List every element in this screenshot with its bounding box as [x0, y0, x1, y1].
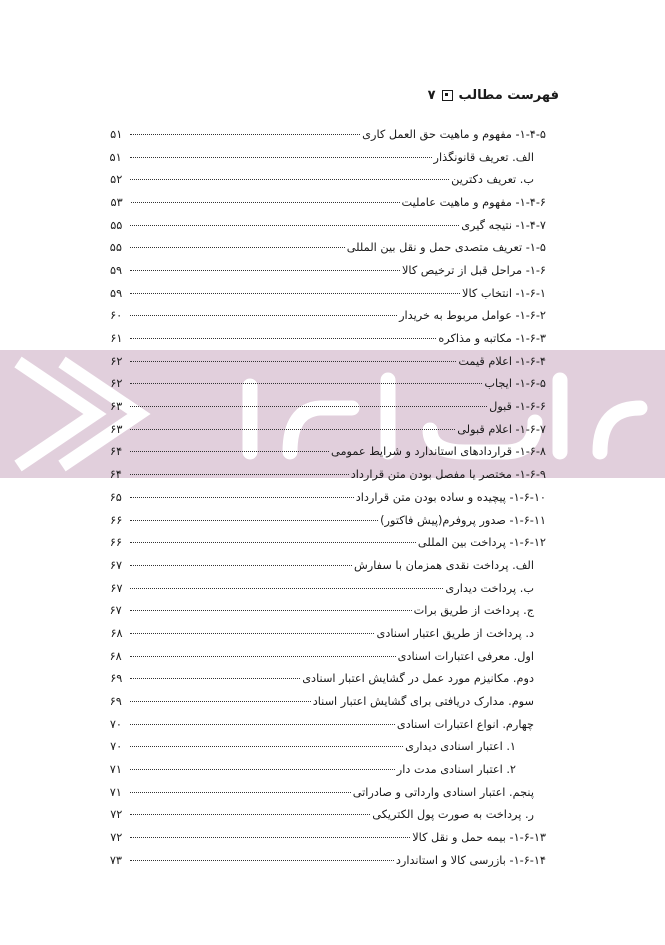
toc-entry-title: ۱-۶-۱۳- بیمه حمل و نقل کالا: [412, 831, 546, 845]
toc-entry-page: ۷۰: [110, 740, 123, 754]
toc-entry[interactable]: [106, 191, 546, 214]
toc-entry-title: ۱-۶-۱۰- پیچیده و ساده بودن متن قرارداد: [355, 490, 546, 504]
dot-leader: [130, 428, 455, 430]
toc-entry-page: ۷۳: [109, 853, 122, 867]
toc-entry-page: ۵۵: [110, 218, 123, 232]
toc-entry-page: ۶۹: [109, 695, 122, 709]
dot-leader: [130, 519, 378, 521]
toc-entry[interactable]: [106, 577, 546, 600]
toc-entry-page: ۶۴: [109, 468, 122, 482]
toc-entry[interactable]: [106, 350, 546, 373]
toc-entry-page: ۶۵: [109, 490, 122, 504]
dot-leader: [130, 382, 482, 384]
toc-entry-title: ۱-۶-۱۱- صدور پروفرم(پیش فاکتور): [380, 513, 546, 527]
toc-entry[interactable]: [106, 486, 546, 509]
dot-leader: [130, 360, 456, 362]
toc-entry-page: ۶۷: [109, 604, 122, 618]
toc-entry[interactable]: [106, 327, 546, 350]
toc-entry-page: ۷۱: [109, 763, 122, 777]
toc-entry-title: ۲. اعتبار اسنادی مدت دار: [396, 763, 516, 777]
toc-entry[interactable]: [106, 690, 546, 713]
toc-entry-title: چهارم. انواع اعتبارات اسنادی: [396, 717, 534, 731]
dot-leader: [130, 269, 400, 271]
toc-entry-page: ۷۱: [109, 785, 122, 799]
dot-leader: [130, 405, 487, 407]
dot-leader: [130, 156, 432, 158]
toc-entry-title: ۱-۴-۶- مفهوم و ماهیت عاملیت: [401, 195, 546, 209]
toc-entry-title: پنجم. اعتبار اسنادی وارداتی و صادراتی: [352, 785, 534, 799]
toc-entry-page: ۵۹: [109, 263, 123, 277]
toc-entry-title: ۱-۶-۵- ایجاب: [484, 377, 546, 391]
toc-entry[interactable]: [106, 305, 546, 328]
square-bullet-icon: [442, 90, 453, 101]
toc-entry-page: ۶۲: [110, 354, 123, 368]
dot-leader: [130, 178, 449, 180]
toc-entry-title: ب. تعریف دکترین: [451, 173, 534, 187]
toc-entry[interactable]: [106, 758, 546, 781]
toc-entry[interactable]: [106, 622, 546, 645]
dot-leader: [130, 337, 436, 339]
toc-entry-page: ۵۳: [110, 195, 123, 209]
toc-entry-page: ۶۲: [110, 377, 123, 391]
dot-leader: [130, 723, 395, 725]
toc-entry[interactable]: [106, 713, 546, 736]
toc-entry-page: ۵۹: [110, 286, 123, 300]
toc-entry-title: ر. پرداخت به صورت پول الکتریکی: [372, 808, 534, 822]
toc-entry-title: ۱-۶- مراحل قبل از ترخیص کالا: [401, 263, 546, 277]
toc-entry[interactable]: [106, 418, 546, 441]
dot-leader: [130, 768, 395, 770]
dot-leader: [130, 587, 443, 589]
dot-leader: [130, 609, 412, 611]
toc-entry-page: ۵۱: [109, 150, 122, 164]
dot-leader: [130, 859, 394, 861]
toc-entry-page: ۶۱: [110, 332, 123, 346]
toc-entry-page: ۶۸: [110, 626, 123, 640]
toc-entry-page: ۶۶: [110, 513, 123, 527]
toc-entry-title: ج. پرداخت از طریق برات: [413, 604, 534, 618]
toc-entry-title: ۱-۶-۹- مختصر یا مفصل بودن متن قرارداد: [350, 468, 546, 482]
toc-entry-title: الف. تعریف قانونگذار: [433, 150, 534, 164]
toc-entry[interactable]: [106, 441, 546, 464]
dot-leader: [130, 836, 410, 838]
toc-entry[interactable]: [106, 463, 546, 486]
toc-entry[interactable]: [106, 168, 546, 191]
table-of-contents: [106, 123, 546, 872]
dot-leader: [130, 133, 360, 135]
toc-entry-title: ۱-۶-۶- قبول: [489, 400, 546, 414]
toc-entry-page: ۶۷: [109, 558, 123, 572]
toc-entry-title: ۱-۶-۲- عوامل مربوط به خریدار: [399, 309, 546, 323]
toc-entry[interactable]: [106, 146, 546, 169]
header-page-number: ۷: [427, 88, 436, 103]
toc-entry-page: ۵۱: [110, 127, 123, 141]
toc-entry[interactable]: [106, 214, 546, 237]
toc-entry-page: ۶۷: [110, 581, 123, 595]
dot-leader: [130, 224, 459, 226]
toc-entry[interactable]: [106, 826, 546, 849]
toc-entry-page: ۶۶: [109, 536, 123, 550]
toc-entry-title: ۱-۶-۷- اعلام قبولی: [457, 422, 546, 436]
toc-entry[interactable]: [106, 509, 546, 532]
toc-entry[interactable]: [106, 804, 546, 827]
toc-entry-page: ۶۹: [110, 672, 123, 686]
toc-entry-title: ۱-۶-۱۴- بازرسی کالا و استاندارد: [395, 853, 546, 867]
page-header: [428, 88, 559, 103]
dot-leader: [130, 314, 397, 316]
dot-leader: [130, 745, 403, 747]
toc-entry[interactable]: [106, 123, 546, 146]
toc-entry-page: ۶۸: [109, 649, 122, 663]
toc-entry-title: دوم. مکانیزم مورد عمل در گشایش اعتبار اسنادی: [302, 672, 534, 686]
dot-leader: [130, 292, 460, 294]
toc-entry[interactable]: [106, 282, 546, 305]
dot-leader: [130, 677, 300, 679]
toc-entry[interactable]: [106, 849, 546, 872]
dot-leader: [130, 564, 352, 566]
toc-entry[interactable]: [106, 395, 546, 418]
toc-entry[interactable]: [106, 668, 546, 691]
toc-entry-title: سوم. مدارک دریافتی برای گشایش اعتبار اسناد: [312, 695, 534, 709]
toc-entry-title: ب. پرداخت دیداری: [445, 581, 534, 595]
toc-entry-title: ۱-۶-۱- انتخاب کالا: [462, 286, 546, 300]
dot-leader: [130, 246, 345, 248]
dot-leader: [130, 473, 349, 475]
dot-leader: [130, 632, 374, 634]
dot-leader: [130, 813, 370, 815]
toc-entry-title: ۱. اعتبار اسنادی دیداری: [405, 740, 516, 754]
toc-entry-title: ۱-۵- تعریف متصدی حمل و نقل بین المللی: [346, 241, 546, 255]
toc-entry-title: د. پرداخت از طریق اعتبار اسنادی: [376, 626, 534, 640]
toc-entry[interactable]: [106, 645, 546, 668]
toc-entry-title: ۱-۴-۵- مفهوم و ماهیت حق العمل کاری: [362, 127, 546, 141]
toc-entry-page: ۶۳: [110, 400, 123, 414]
toc-entry-title: ۱-۶-۴- اعلام قیمت: [458, 354, 546, 368]
toc-entry-title: اول. معرفی اعتبارات اسنادی: [397, 649, 534, 663]
toc-entry-page: ۷۰: [109, 717, 122, 731]
dot-leader: [130, 700, 311, 702]
toc-entry-page: ۶۴: [110, 445, 123, 459]
toc-entry[interactable]: [106, 373, 546, 396]
toc-entry-page: ۷۲: [110, 831, 123, 845]
header-title: فهرست مطالب: [458, 88, 559, 103]
dot-leader: [130, 791, 351, 793]
toc-entry[interactable]: [106, 736, 546, 759]
toc-entry[interactable]: [106, 259, 546, 282]
dot-leader: [130, 541, 416, 543]
toc-entry-page: ۶۰: [110, 309, 123, 323]
toc-entry-page: ۵۲: [110, 173, 123, 187]
dot-leader: [130, 496, 354, 498]
dot-leader: [131, 201, 400, 203]
dot-leader: [130, 655, 396, 657]
toc-entry[interactable]: [106, 554, 546, 577]
toc-entry-title: ۱-۶-۱۲- پرداخت بین المللی: [417, 536, 546, 550]
toc-entry[interactable]: [106, 781, 546, 804]
toc-entry-page: ۶۳: [110, 422, 123, 436]
toc-entry[interactable]: [106, 531, 546, 554]
toc-entry[interactable]: [106, 599, 546, 622]
toc-entry[interactable]: [106, 236, 546, 259]
toc-entry-page: ۷۲: [110, 808, 123, 822]
dot-leader: [130, 450, 329, 452]
toc-entry-title: ۱-۶-۳- مکاتبه و مذاکره: [438, 332, 546, 346]
toc-entry-title: الف. پرداخت نقدی همزمان با سفارش: [353, 558, 534, 572]
toc-entry-title: ۱-۶-۸- قراردادهای استاندارد و شرایط عمومی: [331, 445, 546, 459]
toc-entry-page: ۵۵: [109, 241, 122, 255]
toc-entry-title: ۱-۴-۷- نتیجه گیری: [461, 218, 546, 232]
